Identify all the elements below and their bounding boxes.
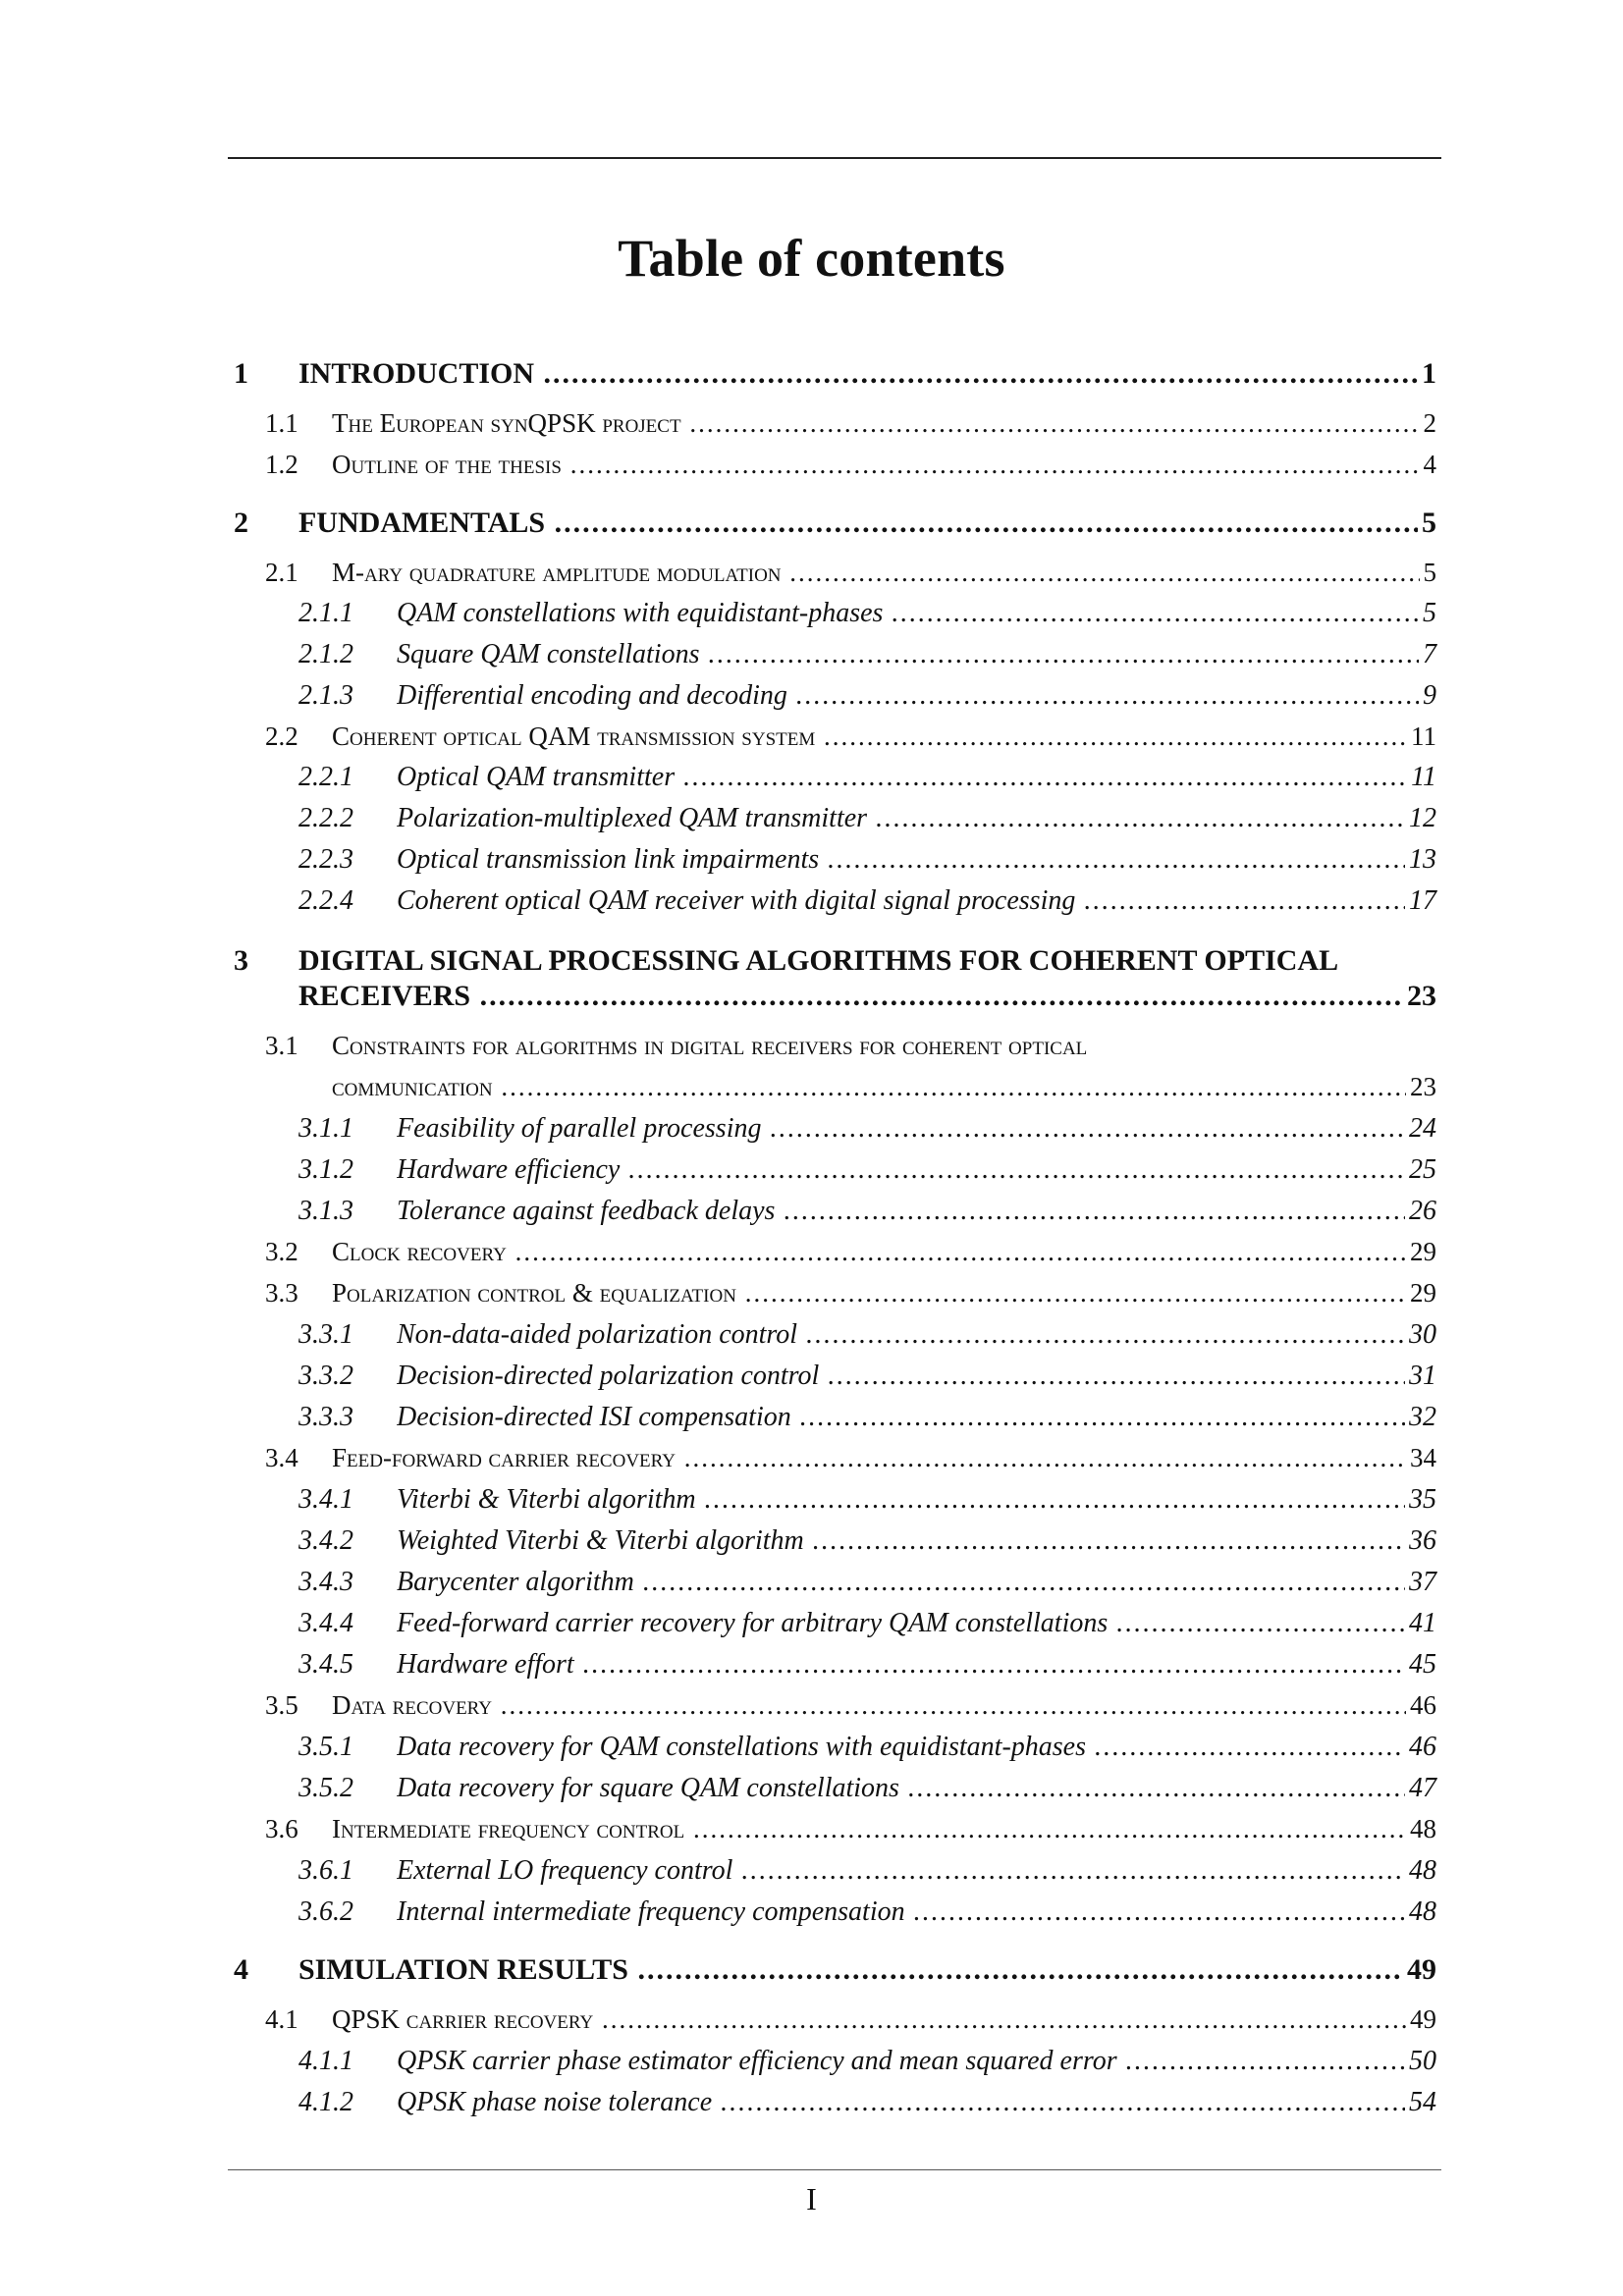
toc-page-number: 26: [1405, 1196, 1436, 1227]
toc-title: Barycenter algorithm .....: [397, 1567, 1433, 1598]
toc-page-number: 23: [1406, 1072, 1436, 1102]
toc-number: 2: [234, 507, 248, 539]
toc-page-number: 35: [1405, 1484, 1436, 1516]
toc-page-number: 49: [1403, 1953, 1436, 1987]
toc-subsection[interactable]: [0, 1855, 1623, 1895]
toc-subsection[interactable]: [0, 598, 1623, 637]
toc-number: 3.1.2: [298, 1154, 353, 1185]
toc-number: 4.1.2: [298, 2087, 353, 2117]
toc-number: 3.6.1: [298, 1855, 353, 1886]
toc-title-line1: Constraints for algorithms in digital receivers for coherent optical: [332, 1031, 1088, 1060]
toc-page-number: 12: [1405, 803, 1436, 834]
toc-title: Data recovery for QAM constellations with equidistant-phases .....: [397, 1732, 1433, 1763]
toc-subsection[interactable]: [0, 844, 1623, 883]
toc-number: 3.5: [265, 1690, 298, 1720]
toc-page-number: 37: [1405, 1567, 1436, 1598]
toc-number: 2.1: [265, 558, 298, 587]
toc-subsection[interactable]: [0, 1154, 1623, 1194]
toc-page-number: 4: [1420, 450, 1437, 480]
toc-title: Optical transmission link impairments .....: [397, 844, 1433, 876]
toc-title-line1: DIGITAL SIGNAL PROCESSING ALGORITHMS FOR COHERENT OPTICAL: [298, 944, 1339, 977]
toc-title: SIMULATION RESULTS .....: [298, 1953, 1433, 1987]
toc-section[interactable]: [0, 2004, 1623, 2044]
toc-number: 3.4.4: [298, 1608, 353, 1638]
toc-number: 3.6.2: [298, 1896, 353, 1927]
toc-subsection[interactable]: [0, 2087, 1623, 2126]
toc-section[interactable]: [0, 1443, 1623, 1482]
toc-number: 2.2.4: [298, 885, 353, 916]
toc-number: 3.5.2: [298, 1773, 353, 1803]
toc-number: 1.1: [265, 408, 298, 438]
toc-section[interactable]: [0, 1814, 1623, 1853]
toc-subsection[interactable]: [0, 1484, 1623, 1523]
toc-title: Polarization-multiplexed QAM transmitter .....: [397, 803, 1433, 834]
page-title: Table of contents: [618, 229, 1005, 288]
toc-page-number: 32: [1405, 1402, 1436, 1433]
toc-number: 3.3.2: [298, 1361, 353, 1391]
toc-number: 4: [234, 1953, 248, 1986]
toc-title: Viterbi & Viterbi algorithm .....: [397, 1484, 1433, 1516]
toc-section[interactable]: [0, 1278, 1623, 1317]
toc-title: Optical QAM transmitter .....: [397, 762, 1433, 793]
toc-page-number: 5: [1420, 558, 1437, 588]
toc-title: Internal intermediate frequency compensation .....: [397, 1896, 1433, 1928]
toc-number: 3.4.3: [298, 1567, 353, 1597]
toc-page-number: 9: [1419, 680, 1436, 712]
toc-title: QPSK carrier recovery .....: [332, 2004, 1433, 2035]
toc-number: 2.2.3: [298, 844, 353, 875]
toc-page-number: 45: [1405, 1649, 1436, 1681]
toc-page-number: 48: [1405, 1896, 1436, 1928]
toc-page-number: 47: [1405, 1773, 1436, 1804]
toc-page-number: 25: [1405, 1154, 1436, 1186]
toc-title: INTRODUCTION .....: [298, 357, 1433, 391]
toc-subsection[interactable]: [0, 1113, 1623, 1152]
toc-number: 4.1: [265, 2004, 298, 2034]
toc-page-number: 29: [1406, 1278, 1436, 1308]
toc-number: 3.3.3: [298, 1402, 353, 1432]
toc-title: Coherent optical QAM receiver with digital signal processing .....: [397, 885, 1433, 917]
toc-subsection[interactable]: [0, 1896, 1623, 1936]
toc-title: FUNDAMENTALS .....: [298, 507, 1433, 540]
toc-title: RECEIVERS .....: [298, 980, 1433, 1013]
toc-section[interactable]: [0, 450, 1623, 489]
toc-title: communication .....: [332, 1072, 1433, 1102]
toc-page-number: 2: [1420, 408, 1437, 439]
toc-title: Weighted Viterbi & Viterbi algorithm .....: [397, 1525, 1433, 1557]
toc-title: Differential encoding and decoding .....: [397, 680, 1433, 712]
page-footer-number: I: [806, 2181, 817, 2216]
toc-subsection[interactable]: [0, 1773, 1623, 1812]
toc-section[interactable]: [0, 408, 1623, 448]
toc-subsection[interactable]: [0, 762, 1623, 801]
toc-number: 2.2: [265, 721, 298, 751]
toc-subsection[interactable]: [0, 1732, 1623, 1771]
toc-section[interactable]: [0, 721, 1623, 761]
toc-page-number: 46: [1405, 1732, 1436, 1763]
toc-number: 1: [234, 357, 248, 390]
toc-title: Tolerance against feedback delays .....: [397, 1196, 1433, 1227]
toc-page-number: 50: [1405, 2046, 1436, 2077]
toc-number: 3.5.1: [298, 1732, 353, 1762]
toc-page-number: 54: [1405, 2087, 1436, 2118]
toc-page-number: 5: [1419, 598, 1436, 629]
toc-section[interactable]: [0, 1031, 1623, 1109]
toc-number: 2.1.2: [298, 639, 353, 669]
toc-page-number: 13: [1405, 844, 1436, 876]
toc-number: 3.3: [265, 1278, 298, 1308]
toc-number: 2.1.3: [298, 680, 353, 711]
toc-title: The European synQPSK project .....: [332, 408, 1433, 439]
toc-number: 3.1.1: [298, 1113, 353, 1144]
toc-section[interactable]: [0, 1690, 1623, 1730]
toc-page-number: 30: [1405, 1319, 1436, 1351]
toc-title: Coherent optical QAM transmission system .....: [332, 721, 1433, 752]
toc-chapter[interactable]: [0, 944, 1623, 1023]
toc-number: 2.2.1: [298, 762, 353, 792]
toc-title: QAM constellations with equidistant-phases .....: [397, 598, 1433, 629]
toc-number: 3.4.1: [298, 1484, 353, 1515]
toc-title: Decision-directed polarization control .....: [397, 1361, 1433, 1392]
toc-subsection[interactable]: [0, 1319, 1623, 1359]
toc-number: 3.4: [265, 1443, 298, 1472]
toc-page-number: 17: [1405, 885, 1436, 917]
toc-title: Clock recovery .....: [332, 1237, 1433, 1267]
toc-title: Polarization control & equalization .....: [332, 1278, 1433, 1308]
toc-title: Intermediate frequency control .....: [332, 1814, 1433, 1844]
toc-number: 3.1: [265, 1031, 298, 1060]
toc-number: 3.6: [265, 1814, 298, 1843]
toc-title: Data recovery for square QAM constellations .....: [397, 1773, 1433, 1804]
toc-section[interactable]: [0, 1237, 1623, 1276]
toc-number: 1.2: [265, 450, 298, 479]
toc-section[interactable]: [0, 558, 1623, 597]
toc-subsection[interactable]: [0, 639, 1623, 678]
toc-number: 4.1.1: [298, 2046, 353, 2076]
toc-page-number: 5: [1418, 507, 1436, 540]
toc-title: Non-data-aided polarization control .....: [397, 1319, 1433, 1351]
toc-page-number: 31: [1405, 1361, 1436, 1392]
footer-rule: [228, 2169, 1441, 2170]
toc-number: 2.1.1: [298, 598, 353, 628]
toc-title: QPSK carrier phase estimator efficiency and mean squared error .....: [397, 2046, 1433, 2077]
toc-page-number: 46: [1406, 1690, 1436, 1721]
toc-number: 3.1.3: [298, 1196, 353, 1226]
toc-page-number: 7: [1419, 639, 1436, 670]
toc-title: Square QAM constellations .....: [397, 639, 1433, 670]
toc-chapter[interactable]: [0, 507, 1623, 546]
toc-chapter[interactable]: [0, 357, 1623, 397]
toc-subsection[interactable]: [0, 1608, 1623, 1647]
toc-title: Hardware efficiency .....: [397, 1154, 1433, 1186]
toc-page-number: 11: [1407, 721, 1436, 752]
toc-title: External LO frequency control .....: [397, 1855, 1433, 1887]
toc-title: Outline of the thesis .....: [332, 450, 1433, 480]
toc-page-number: 23: [1403, 980, 1436, 1013]
toc-subsection[interactable]: [0, 2046, 1623, 2085]
toc-title: M-ary quadrature amplitude modulation .....: [332, 558, 1433, 588]
toc-page-number: 36: [1405, 1525, 1436, 1557]
toc-page-number: 1: [1418, 357, 1436, 391]
header-rule: [228, 157, 1441, 159]
toc-subsection[interactable]: [0, 885, 1623, 925]
toc-subsection[interactable]: [0, 1361, 1623, 1400]
toc-number: 3.2: [265, 1237, 298, 1266]
toc-chapter[interactable]: [0, 1953, 1623, 1993]
toc-page-number: 34: [1406, 1443, 1436, 1473]
toc-title: Feed-forward carrier recovery for arbitrary QAM constellations .....: [397, 1608, 1433, 1639]
toc-title: Feasibility of parallel processing .....: [397, 1113, 1433, 1145]
toc-number: 3.3.1: [298, 1319, 353, 1350]
toc-title: Decision-directed ISI compensation .....: [397, 1402, 1433, 1433]
toc-page-number: 48: [1405, 1855, 1436, 1887]
toc-number: 3.4.5: [298, 1649, 353, 1680]
toc-subsection[interactable]: [0, 1196, 1623, 1235]
toc-title: Feed-forward carrier recovery .....: [332, 1443, 1433, 1473]
toc-page-number: 29: [1406, 1237, 1436, 1267]
toc-subsection[interactable]: [0, 1649, 1623, 1688]
toc-subsection[interactable]: [0, 1402, 1623, 1441]
toc-subsection[interactable]: [0, 803, 1623, 842]
toc-page-number: 24: [1405, 1113, 1436, 1145]
toc-title: QPSK phase noise tolerance .....: [397, 2087, 1433, 2118]
toc-page-number: 49: [1406, 2004, 1436, 2035]
toc-page-number: 41: [1405, 1608, 1436, 1639]
toc-subsection[interactable]: [0, 680, 1623, 720]
toc-number: 2.2.2: [298, 803, 353, 833]
toc-page-number: 48: [1406, 1814, 1436, 1844]
toc-title: Hardware effort .....: [397, 1649, 1433, 1681]
toc-title: Data recovery .....: [332, 1690, 1433, 1721]
toc-subsection[interactable]: [0, 1567, 1623, 1606]
toc-number: 3.4.2: [298, 1525, 353, 1556]
toc-number: 3: [234, 944, 248, 977]
toc-subsection[interactable]: [0, 1525, 1623, 1565]
toc-page-number: 11: [1407, 762, 1436, 793]
